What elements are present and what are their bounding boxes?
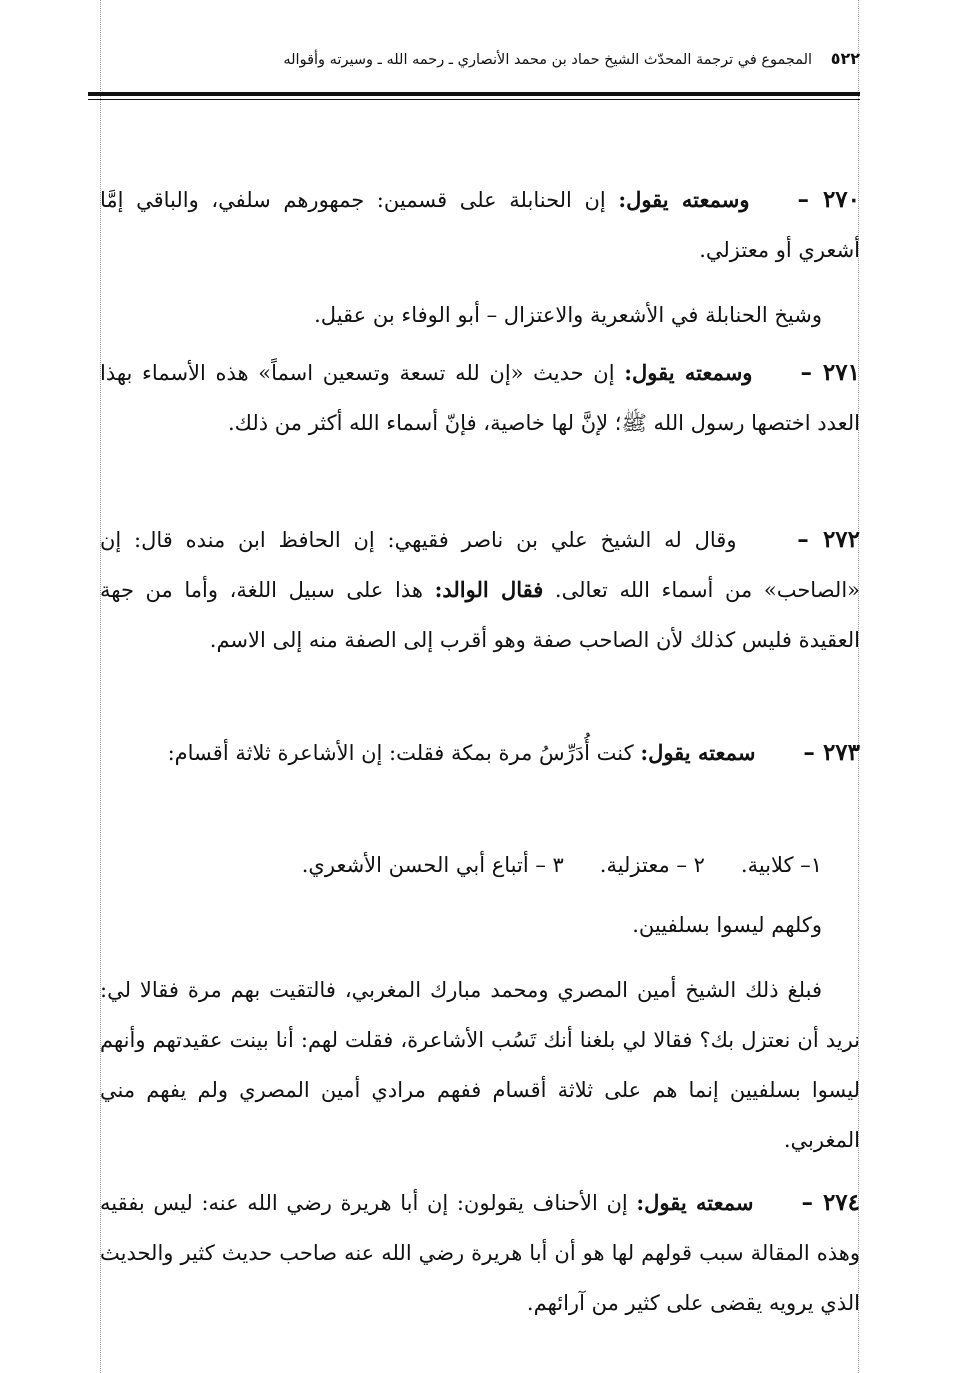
entry-270-note xyxy=(100,290,860,340)
entry-number: ٢٧٢ – xyxy=(797,526,860,553)
entry-274 xyxy=(100,1178,860,1328)
list-item: ١– كلابية. xyxy=(740,853,822,877)
entry-text: وكلهم ليسوا بسلفيين. xyxy=(632,913,822,937)
closing-story xyxy=(100,965,860,1165)
page-number: ٥٢٢ xyxy=(830,49,860,68)
entry-text: فبلغ ذلك الشيخ أمين المصري ومحمد مبارك المغربي، فالتقيت بهم مرة فقالا لي: نريد أن نعتزل بك؟ فقالا لي بلغنا أنك تَسُب الأشاعرة، فقلت لهم: أنا بينت عقيدتهم وأنهم ليسوا بسلفيين إنما هم على ثلاثة أقسام ففهم مرادي أمين المصري ولم يفهم مني المغربي. xyxy=(100,978,860,1152)
closing-line xyxy=(100,900,860,950)
entry-number: ٢٧٠ – xyxy=(797,186,860,213)
running-header xyxy=(88,42,860,76)
header-rule-thick xyxy=(88,92,860,96)
entry-number: ٢٧٤ – xyxy=(801,1189,861,1216)
entry-text: إن الحنابلة على قسمين: جمهورهم سلفي، والباقي إمَّا أشعري أو معتزلي. xyxy=(100,188,860,262)
entry-272 xyxy=(100,515,860,665)
entry-lead: وسمعته يقول: xyxy=(618,187,750,212)
entry-text: إن الأحناف يقولون: إن أبا هريرة رضي الله عنه: ليس بفقيه وهذه المقالة سبب قولهم لها هو أن أبا هريرة رضي الله عنه صاحب حديث كثير والحديث الذي يرويه يقضى على كثير من آرائهم. xyxy=(100,1191,860,1315)
entry-text: وشيخ الحنابلة في الأشعرية والاعتزال – أبو الوفاء بن عقيل. xyxy=(314,303,822,327)
entry-273 xyxy=(100,728,860,778)
entry-lead: وسمعته يقول: xyxy=(624,360,753,385)
entry-number: ٢٧٣ – xyxy=(803,739,860,766)
entry-speaker: فقال الوالد: xyxy=(434,577,544,602)
entry-lead: سمعته يقول: xyxy=(640,740,756,765)
entry-lead: سمعته يقول: xyxy=(636,1190,754,1215)
entry-text: كنت أُدَرِّسُ مرة بمكة فقلت: إن الأشاعرة ثلاثة أقسام: xyxy=(167,741,641,765)
entry-text: هذا على سبيل اللغة، وأما من جهة العقيدة فليس كذلك لأن الصاحب صفة وهو أقرب إلى الصفة منه إلى الاسم. xyxy=(100,578,860,652)
entry-text: وقال له الشيخ علي بن ناصر فقيهي: إن الحافظ ابن منده قال: إن «الصاحب» من أسماء الله تعالى. xyxy=(100,528,860,602)
header-rule-thin xyxy=(88,99,860,100)
entry-271 xyxy=(100,348,860,448)
list-item: ٣ – أتباع أبي الحسن الأشعري. xyxy=(301,853,564,877)
ashari-groups-list xyxy=(100,840,860,890)
running-title: المجموع في ترجمة المحدّث الشيخ حماد بن محمد الأنصاري ـ رحمه الله ـ وسيرته وأقواله xyxy=(283,52,813,68)
list-item: ٢ – معتزلية. xyxy=(599,853,705,877)
entry-text: إن حديث «إن لله تسعة وتسعين اسماً» هذه الأسماء بهذا العدد اختصها رسول الله ﷺ؛ لإنَّ لها خاصية، فإنّ أسماء الله أكثر من ذلك. xyxy=(100,361,860,435)
entry-number: ٢٧١ – xyxy=(800,359,860,386)
entry-270 xyxy=(100,175,860,275)
